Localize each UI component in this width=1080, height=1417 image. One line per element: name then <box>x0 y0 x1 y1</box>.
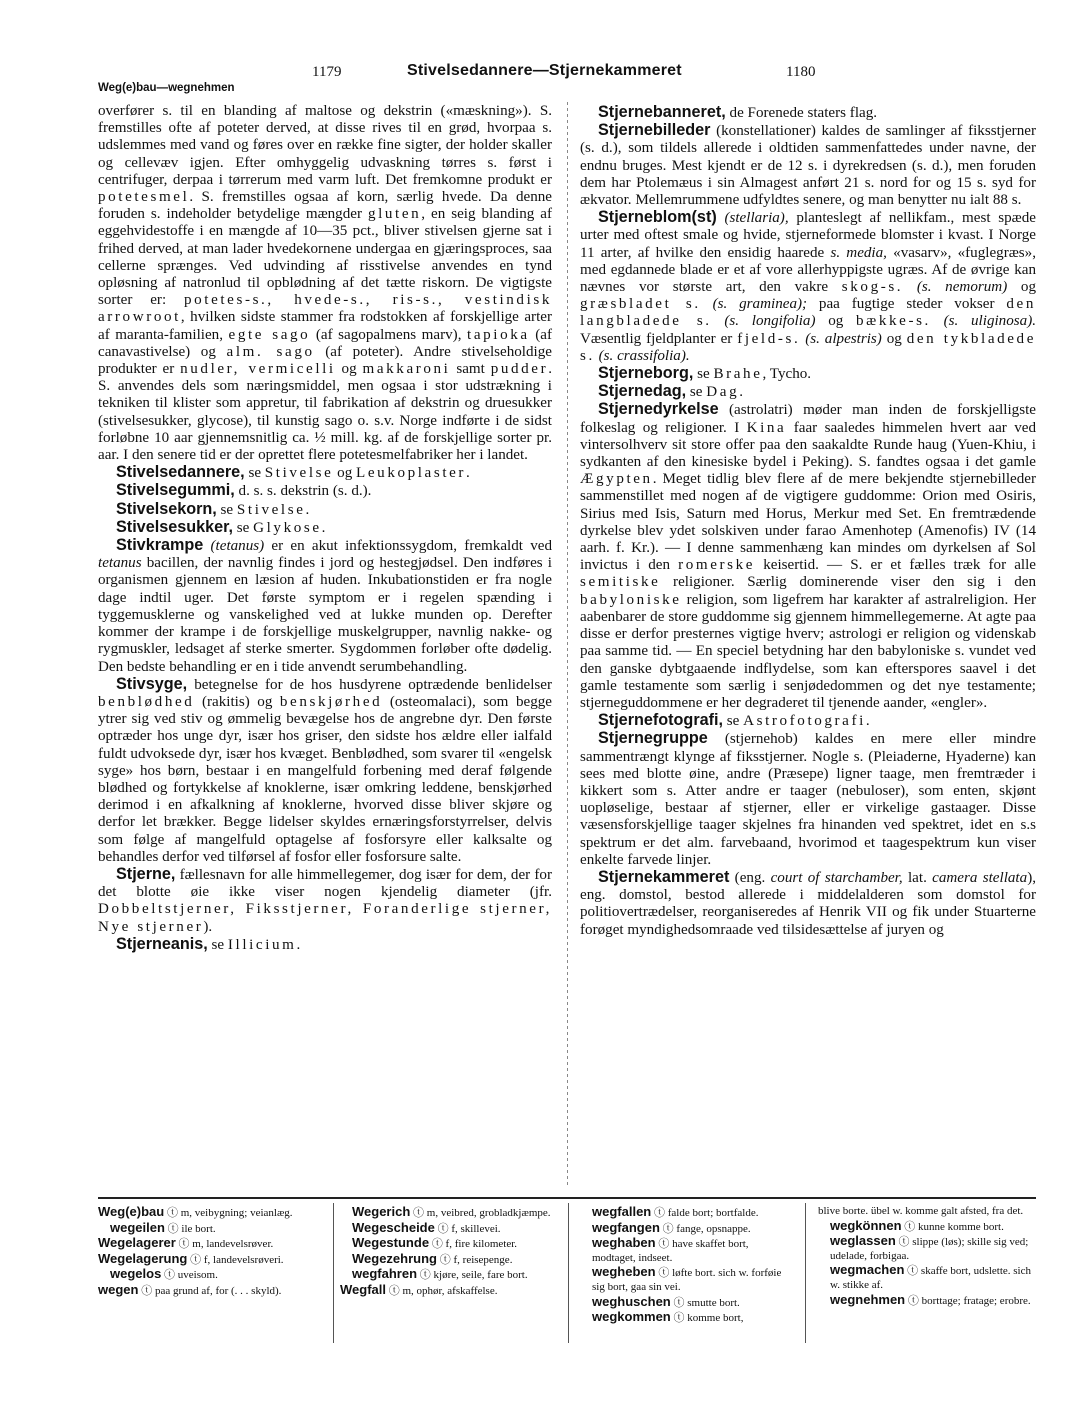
glossary-entry: wegheben ⓣ løfte bort. sich w. forføie sig bort, gaa sin vei. <box>592 1264 782 1293</box>
glossary-entry: weghuschen ⓣ smutte bort. <box>592 1293 740 1309</box>
glossary-column-2 <box>340 1205 552 1299</box>
entry-stjernedyrkelse: Stjernedyrkelse (astrolatri) møder man inden de forskjelligste folkeslag og religioner. I Kina faar saaledes himmelen hvert aar ved vintersolhverv sit store offer paa den saakaldte Runde haug (Yuen-Khiu, i sydkanten af den kinesiske bydel i Peking). S. fandtes ogsaa i det gamle Ægypten. Meget tidlig blev flere af de mere bekjendte stjernebilleder sammenstillet med nogen af de vigtigere guddomme: Orion med Osiris, Sirius med Isis, Saturn med Horus, Merkur med Set. En fremtrædende dyrkelse blev ydet solskiven under farao Amenhotep (Amenofis) IV (14 aarh. f. Kr.). — I denne sammenhæng kan mindes om dyrkelsen af Sol invictus i den romerske keisertid. — S. er et fælles træk for alle semitiske religioner. Særlig dominerende viser den sig i den babyloniske religion, som ligefrem har karakter af astralreligion. Her aabenbarer de store guddomme sig gjennem himmellegemerne. At agte paa disse er derfor presternes vigtige hverv; astrologi er religion og videnskab paa samme tid. — En speciel betydning har den babyloniske s. vundet ved den ganske dybtgaaende indflydelse, som kan efterspores saavel i det gamle testamente som særlig i senjødedommen og det nye testamente; stjerneguddommene er her degraderet til tjenende aander, «engler». <box>580 400 1037 711</box>
glossary-entry: Wegescheide ⓣ f, skillevei. <box>352 1219 501 1235</box>
guide-words: Weg(e)bau—wegnehmen <box>98 82 235 94</box>
glossary-entry: wegfahren ⓣ kjøre, seile, fare bort. <box>352 1266 528 1282</box>
glossary-entry: blive borte. übel w. komme galt afsted, fra det. <box>818 1205 1024 1217</box>
glossary-entry: wegeilen ⓣ ile bort. <box>110 1219 216 1235</box>
glossary-column-4 <box>818 1205 1036 1308</box>
footer-rule <box>98 1197 1036 1199</box>
glossary-entry: Wegelagerer ⓣ m, landevelsrøver. <box>98 1235 274 1251</box>
entry-stivsyge: Stivsyge, betegnelse for de hos husdyrene optrædende benlidelser benblødhed (rakitis) og benskjørhed (osteomalaci), som begge ytrer sig ved stiv og ømmelig bevægelse hos de angrebne dyr. Den første optræder hos unge dyr, især hos griser, den sidste hos ældre eller ialfald fuldt udvoksede dyr, især hos kvæget. Benblødhed, som svarer til «engelsk syge» hos børn, bestaar i en mangelfuld forbening med deraf følgende blødhed og fortykkelse af knoklerne, især omkring leddene, benskjørhed derimod i en afkalkning af knoklerne, hvorved disse bliver skjøre og derfor let brækker. Begge lidelser skyldes ernæringsforstyrrelser, delvis som følge af mangelfuld optagelse af fosforsyre eller kalksalte og behandles derfor ved tilførsel af fosfor eller fosforsure salte. <box>98 674 552 865</box>
glossary-divider <box>568 1203 569 1343</box>
entry-stjernefotografi: Stjernefotografi, se Astrofotografi. <box>598 711 870 730</box>
page-title: Stivelsedannere—Stjernekammeret <box>407 62 682 79</box>
glossary-entry: wegen ⓣ paa grund af, for (. . . skyld). <box>98 1281 282 1297</box>
glossary-column-1 <box>98 1205 312 1299</box>
glossary-entry: Wegfall ⓣ m, ophør, afskaffelse. <box>340 1281 498 1297</box>
entry-stivkrampe: Stivkrampe (tetanus) er en akut infektionssygdom, fremkaldt ved tetanus bacillen, der navnlig findes i jord og hestegjødsel. Den indføres i organismen gjennem en læsion af huden. Inkubationstiden er fra nogle dage indtil uger. Det første symptom er i regelen spænding i tyggemusklerne og vanskelighed ved at lukke munden op. Derefter kommer der krampe i de forskjellige muskelgrupper, navnlig nakke- og rygmuskler, ledsaget af sterke smerter. Sygdommen forløber ofte dødelig. Den bedste behandling er en i tide anvendt serumbehandling. <box>98 536 552 675</box>
glossary-entry: wegmachen ⓣ skaffe bort, udslette. sich w. stikke af. <box>830 1262 1031 1291</box>
entry-stivelsesukker: Stivelsesukker, se Glykose. <box>116 517 326 536</box>
entry-stivelsedannere: Stivelsedannere, se Stivelse og Leukoplaster. <box>116 463 470 482</box>
entry-stjerneborg: Stjerneborg, se Brahe, Tycho. <box>598 364 812 383</box>
glossary-entry: Wegezehrung ⓣ f, reisepenge. <box>352 1250 513 1266</box>
entry-stjernegruppe: Stjernegruppe (stjernehob) kaldes en mere eller mindre sammentrængt klynge af fiksstjerner. Nogle s. (Pleiaderne, Hyaderne) kan sees med blotte øine, andre (Præsepe) ligner taage, men fremtræder i kikkert som s. Atter andre er taager (nebuloser), som enten, skjønt uopløselige, bestaar af stjerner, eller er virkelige gastaager. Disse væsensforskjellige taager skjelnes fra hinanden ved spektret, idet en s.s spektrum er det alm. farvebaand, hvorimod et taagespektrum kun viser enkelte farvede linjer. <box>580 729 1036 868</box>
glossary-entry: Wegerich ⓣ m, veibred, grobladkjæmpe. <box>352 1204 551 1219</box>
right-page-number: 1180 <box>786 64 816 80</box>
column-divider <box>567 102 568 1187</box>
glossary-entry: Weg(e)bau ⓣ m, veibygning; veianlæg. <box>98 1204 293 1219</box>
glossary-entry: wegkönnen ⓣ kunne komme bort. <box>830 1217 1004 1233</box>
entry-stivelse-continued: overfører s. til en blanding af maltose og dekstrin («mæskning»). S. fremstilles ofte af poteter derved, at disse rives til en grød, hvorpaa s. udslemmes med vand og føres over en række fine sigter, der holder skaller og cellevæv igjen. Efter omhyggelig udvaskning tørres s. først i centrifuger, derpaa i tørrerum med varm luft. Det fremkomne produkt er potetesmel. S. fremstilles ogsaa af korn, særlig hvede. Da denne foruden s. indeholder betydelige mængder gluten, en seig blanding af eggehvidestoffe i en mængde af 10—35 pct., bliver stivelsen gjerne sat i frihed derved, at man lader hvedekornene undergaa en gjæringsproces, saa cellerne sprænges. Ved udvinding af risstivelse anvendes en tynd opløsning af natronlud til opblødning af det tætte riskorn. De vigtigste sorter er: potetes-s., hvede-s., ris-s., vestindisk arrowroot, hvilken sidste stammer fra rodstokken af forskjellige arter af maranta-familien, egte sago (af sagopalmens marv), tapioka (af canavastivelse) og alm. sago (af poteter). Andre stivelseholdige produkter er nudler, vermicelli og makkaroni samt pudder. S. anvendes dels som næringsmiddel, men ogsaa i stor udstrækning i tekniken til klister som appretur, til fabrikation af dekstrin og druesukker (stivelsesukker, glycose), til kunstig sago o. s.v. Norge indførte i de sidst forløbne 10 aar gjennemsnitlig ca. ½ mill. kg. af de forskjellige sorter pr. aar. I den senere tid er der oprettet flere potetesmelfabriker her i landet. <box>98 103 552 464</box>
entry-stjerne: Stjerne, fællesnavn for alle himmellegemer, dog især for dem, der for det blotte øie ikke viser nogen kjendelig diameter (jfr. Dobbeltstjerner, Fiksstjerner, Foranderlige stjerner, Nye stjerner). <box>98 864 552 935</box>
glossary-entry: wegkommen ⓣ komme bort, <box>592 1309 744 1325</box>
entry-stjernedag: Stjernedag, se Dag. <box>598 382 744 401</box>
entry-stjernekammeret: Stjernekammeret (eng. court of starchamber, lat. camera stellata), eng. domstol, bestod allerede i middelalderen som domstol for politiovertrædelser, reorganiseredes af Henrik VII og fik under Stuarterne forøget myndighedsomraade ved tilsidesættelse af juryen og <box>580 867 1036 938</box>
entry-stjerneanis: Stjerneanis, se Illicium. <box>116 934 301 953</box>
glossary-entry: weghaben ⓣ have skaffet bort, modtaget, indseet. <box>592 1235 749 1264</box>
glossary-entry: wegfangen ⓣ fange, opsnappe. <box>592 1219 751 1235</box>
glossary-entry: wegelos ⓣ uveisom. <box>110 1266 218 1282</box>
entry-stjernebanneret: Stjernebanneret, de Forenede staters flag. <box>598 103 878 121</box>
left-column <box>98 103 552 954</box>
glossary-divider <box>805 1203 806 1343</box>
glossary-entry: Wegelagerung ⓣ f, landevelsrøveri. <box>98 1250 284 1266</box>
left-page-number: 1179 <box>312 64 342 80</box>
glossary-entry: weglassen ⓣ slippe (løs); skille sig ved; udelade, forbigaa. <box>830 1233 1029 1262</box>
entry-stivelsegummi: Stivelsegummi, d. s. s. dekstrin (s. d.). <box>116 481 372 500</box>
glossary-entry: wegfallen ⓣ falde bort; bortfalde. <box>592 1204 759 1219</box>
entry-stjernebilleder: Stjernebilleder (konstellationer) kaldes de samlinger af fiksstjerner (s. d.), som tildels allerede i oldtiden sammenfattedes under navne, der endnu bruges. Mest kjendt er de 12 s. i dyrekredsen (s. d.), men foruden dem har Ptolemæus i sin Almagest anført 21 s. nord for og 15 s. syd for ækvator. Mellemrummene udfyldtes senere, og man benytter nu ialt 88 s. <box>580 121 1036 209</box>
glossary-entry: wegnehmen ⓣ borttage; fratage; erobre. <box>830 1291 1031 1307</box>
glossary-entry: Wegestunde ⓣ f, fire kilometer. <box>352 1235 518 1251</box>
right-column <box>580 104 1036 939</box>
glossary-divider <box>333 1203 334 1343</box>
glossary-column-3 <box>580 1205 792 1326</box>
entry-stjerneblomst: Stjerneblom(st) (stellaria), planteslegt af nellikfam., mest spæde urter med oftest smale og hvide, stjerneformede blomster i kvast. I Norge 11 arter, af hvilke den ensidig haarede s. media, «vasarv», «fuglegræs», med egdannede blade er et af vore allerhyppigste ugræs. Af de øvrige kan nævnes vor største art, den vakre skog-s. (s. nemorum) og græsbladet s. (s. graminea); paa fugtige steder vokser den langbladede s. (s. longifolia) og bække-s. (s. uliginosa). Væsentlig fjeldplanter er fjeld-s. (s. alpestris) og den tykbladede s. (s. crassifolia). <box>580 208 1037 364</box>
entry-stivelsekorn: Stivelsekorn, se Stivelse. <box>116 499 310 518</box>
